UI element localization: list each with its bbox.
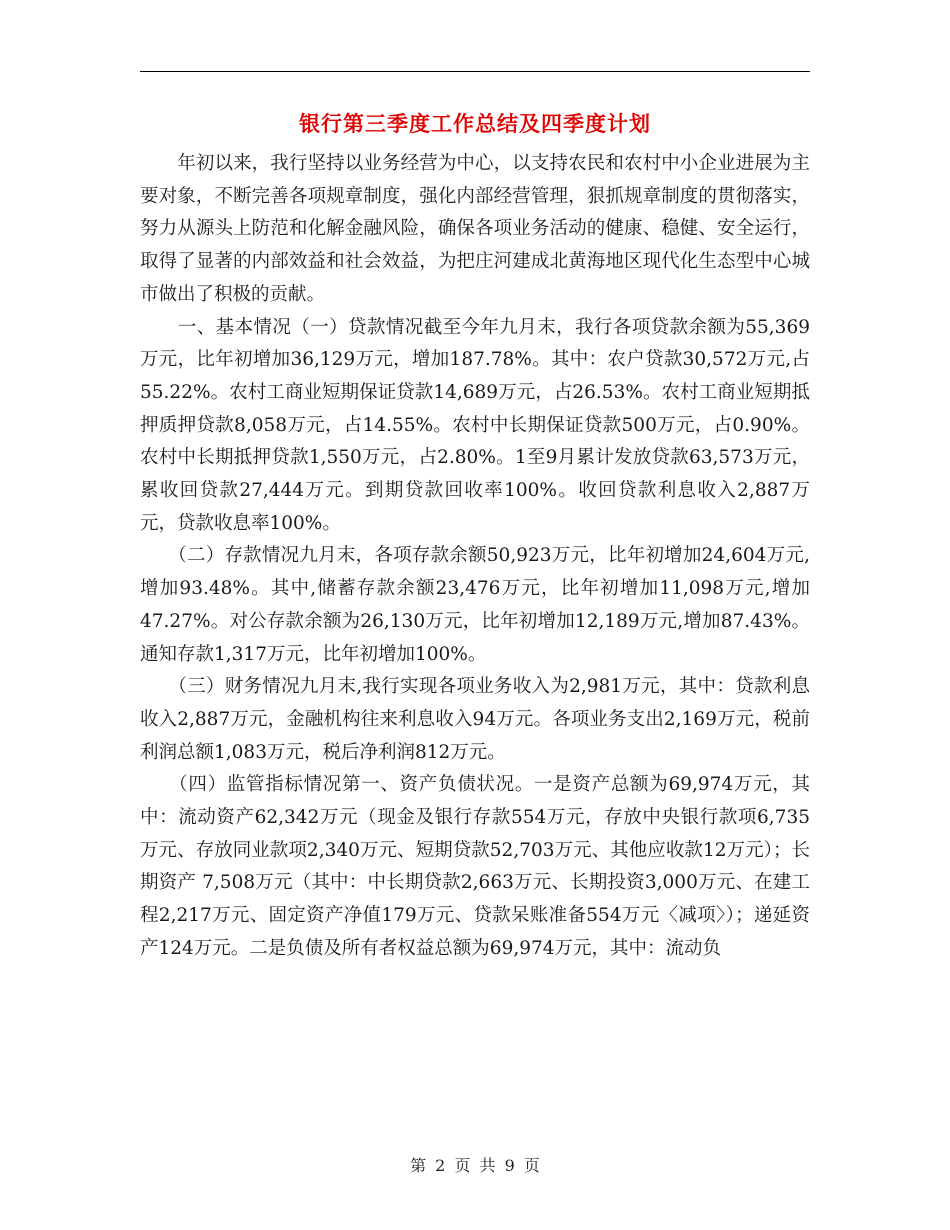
document-title: 银行第三季度工作总结及四季度计划 — [299, 111, 651, 136]
paragraph-finance: （三）财务情况九月末,我行实现各项业务收入为2,981万元，其中：贷款利息收入2,887万元，金融机构往来利息收入94万元。各项业务支出2,169万元，税前利润总额1,083万元，税后净利润812万元。 — [140, 676, 810, 763]
paragraph-loans: 一、基本情况（一）贷款情况截至今年九月末，我行各项贷款余额为55,369万元，比年初增加36,129万元，增加187.78%。其中：农户贷款30,572万元,占55.22%。农村工商业短期保证贷款14,689万元，占26.53%。农村工商业短期抵押质押贷款8,058万元，占14.55%。农村中长期保证贷款500万元，占0.90%。农村中长期抵押贷款1,550万元，占2.80%。1至9月累计发放贷款63,573万元，累收回贷款27,444万元。到期贷款回收率100%。收回贷款利息收入2,887万元，贷款收息率100%。 — [140, 316, 810, 534]
paragraph-regulatory: （四）监管指标情况第一、资产负债状况。一是资产总额为69,974万元，其中：流动资产62,342万元（现金及银行存款554万元，存放中央银行款项6,735万元、存放同业款项2,340万元、短期贷款52,703万元、其他应收款12万元）；长期资产 7,508万元（其中：中长期贷款2,663万元、长期投资3,000万元、在建工程2,217万元、固定资产净值179万元、贷款呆账准备554万元〈减项〉）；递延资产124万元。二是负债及所有者权益总额为69,974万元，其中：流动负 — [140, 774, 810, 959]
document-body — [140, 148, 810, 966]
page-footer: 第 2 页 共 9 页 — [410, 1156, 540, 1175]
paragraph-intro: 年初以来，我行坚持以业务经营为中心，以支持农民和农村中小企业进展为主要对象，不断完善各项规章制度，强化内部经营管理，狠抓规章制度的贯彻落实，努力从源头上防范和化解金融风险，确保各项业务活动的健康、稳健、安全运行，取得了显著的内部效益和社会效益，为把庄河建成北黄海地区现代化生态型中心城市做出了积极的贡献。 — [140, 153, 810, 305]
header-rule — [140, 71, 810, 72]
paragraph-deposits: （二）存款情况九月末，各项存款余额50,923万元，比年初增加24,604万元,增加93.48%。其中,储蓄存款余额23,476万元，比年初增加11,098万元,增加47.27%。对公存款余额为26,130万元，比年初增加12,189万元,增加87.43%。通知存款1,317万元，比年初增加100%。 — [140, 545, 810, 665]
